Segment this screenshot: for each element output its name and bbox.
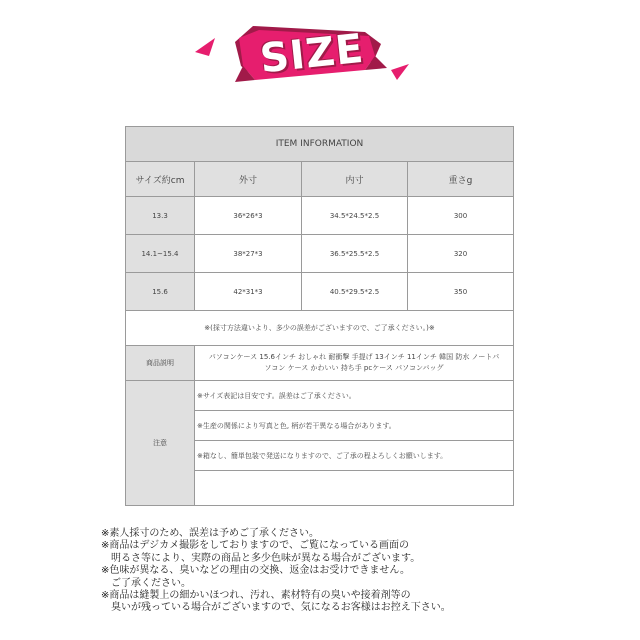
table-row [126, 197, 514, 235]
header-inner: 内寸 [302, 162, 408, 197]
table-title: ITEM INFORMATION [126, 127, 514, 162]
description-row [126, 346, 514, 381]
notes-block [101, 528, 541, 615]
row-outer: 38*27*3 [195, 235, 302, 273]
note-line: ご了承ください。 [101, 577, 191, 589]
note-line: ※商品は縫製上の細かいほつれ、汚れ、素材特有の臭いや接着剤等の [101, 590, 411, 602]
row-weight: 300 [408, 197, 514, 235]
caution-line: ※サイズ表記は目安です。誤差はご了承ください。 [195, 381, 514, 411]
item-info-table [125, 126, 514, 506]
row-outer: 36*26*3 [195, 197, 302, 235]
banner-right-triangle [391, 64, 409, 80]
row-outer: 42*31*3 [195, 273, 302, 311]
description-text [195, 346, 514, 381]
row-inner: 40.5*29.5*2.5 [302, 273, 408, 311]
row-weight: 320 [408, 235, 514, 273]
caution-line: ※生産の関係により写真と色, 柄が若干異なる場合があります。 [195, 411, 514, 441]
description-line: ソコン ケース かわいい 持ち手 pcケース パソコンバッグ [264, 364, 444, 372]
description-label: 商品説明 [126, 346, 195, 381]
note-line: ※素人採寸のため、誤差は予めご了承ください。 [101, 528, 319, 539]
table-title-row [126, 127, 514, 162]
header-outer: 外寸 [195, 162, 302, 197]
caution-empty-cell [195, 471, 514, 506]
caution-line: ※箱なし、簡単包装で発送になりますので、ご了承の程よろしくお願いします。 [195, 441, 514, 471]
description-line: パソコンケース 15.6インチ おしゃれ 耐衝撃 手提げ 13インチ 11インチ 韓国 防水 ノートパ [208, 353, 500, 361]
banner-title: SIZE [257, 25, 367, 83]
caution-row [126, 381, 514, 411]
header-weight: 重さg [408, 162, 514, 197]
row-weight: 350 [408, 273, 514, 311]
note-line: 明るさ等により、実際の商品と多少色味が異なる場合がございます。 [101, 552, 421, 564]
note-line: ※色味が異なる、臭いなどの理由の交換、返金はお受けできません。 [101, 565, 410, 577]
row-inner: 34.5*24.5*2.5 [302, 197, 408, 235]
row-size: 14.1~15.4 [126, 235, 195, 273]
measure-note: ※(採寸方法違いより、多少の誤差がございますので、ご了承ください。)※ [126, 311, 514, 346]
banner-left-triangle [195, 38, 215, 56]
note-line: ※商品はデジカメ撮影をしておりますので、ご覧になっている画面の [101, 540, 409, 552]
table-row [126, 273, 514, 311]
measure-note-row [126, 311, 514, 346]
table-header-row [126, 162, 514, 197]
caution-label: 注意 [126, 381, 195, 506]
table-row [126, 235, 514, 273]
row-inner: 36.5*25.5*2.5 [302, 235, 408, 273]
row-size: 15.6 [126, 273, 195, 311]
header-size: サイズ約cm [126, 162, 195, 197]
note-line: 臭いが残っている場合がございますので、気になるお客様はお控え下さい。 [101, 602, 451, 614]
row-size: 13.3 [126, 197, 195, 235]
